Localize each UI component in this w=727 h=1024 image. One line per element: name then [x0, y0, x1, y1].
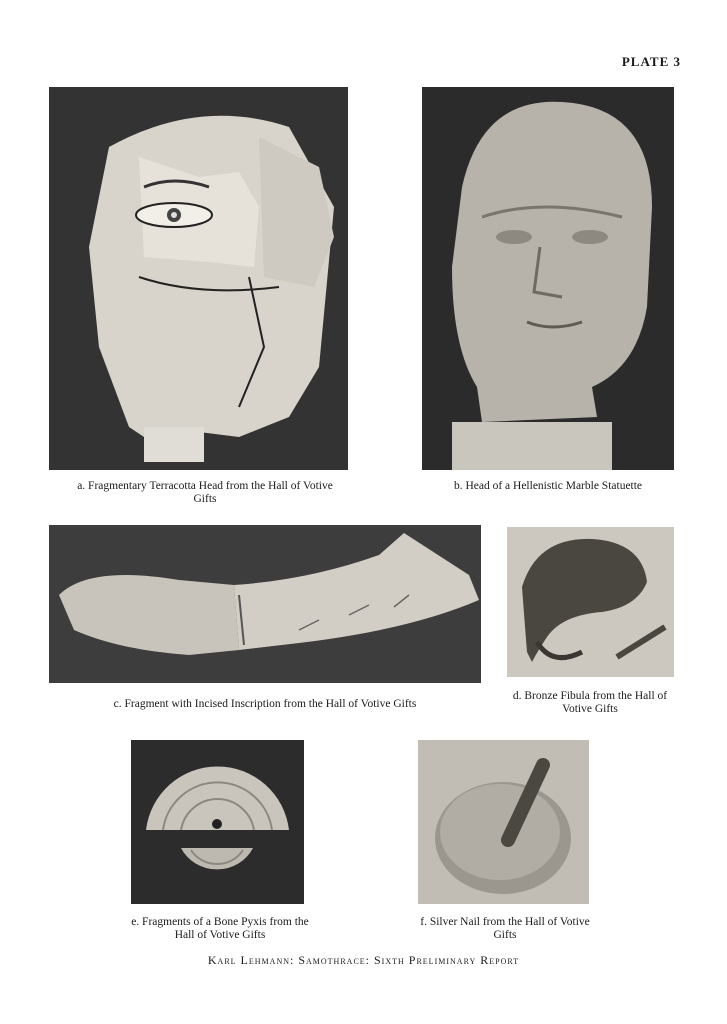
plate-number: PLATE 3	[621, 54, 681, 69]
caption-e: e. Fragments of a Bone Pyxis from the Hall of Votive Gifts	[131, 916, 309, 941]
photo-terracotta-head	[49, 87, 348, 470]
caption-d: d. Bronze Fibula from the Hall of Votive Gifts	[512, 690, 668, 715]
photo-bronze-fibula	[507, 527, 674, 677]
photo-bone-pyxis	[131, 740, 304, 904]
photo-marble-head	[422, 87, 674, 470]
caption-b: b. Head of a Hellenistic Marble Statuette	[453, 480, 643, 492]
caption-a: a. Fragmentary Terracotta Head from the Hall of Votive Gifts	[77, 480, 333, 505]
caption-f: f. Silver Nail from the Hall of Votive Gifts	[420, 916, 590, 941]
photo-incised-fragment	[49, 525, 481, 683]
page-footer: Karl Lehmann: Samothrace: Sixth Preliminary Report	[207, 953, 520, 967]
caption-c: c. Fragment with Incised Inscription from the Hall of Votive Gifts	[113, 698, 417, 710]
photo-silver-nail	[418, 740, 589, 904]
